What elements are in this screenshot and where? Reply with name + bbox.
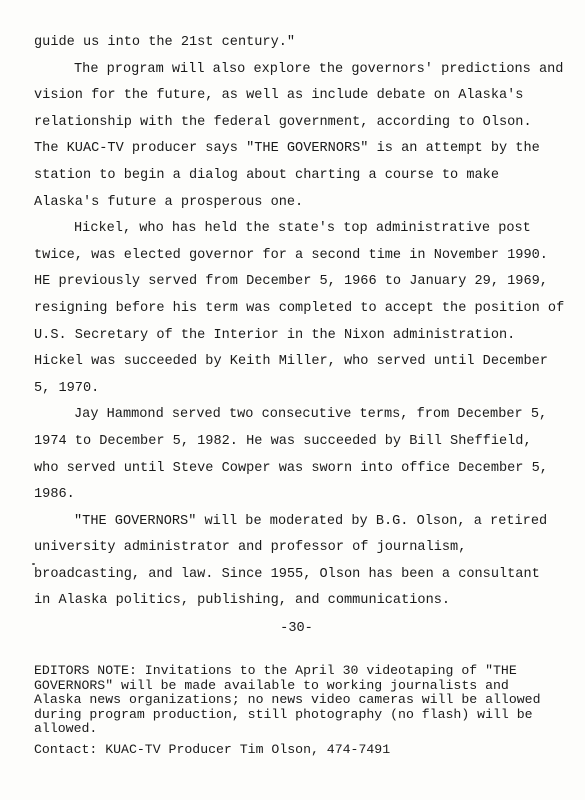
text-line: Jay Hammond served two consecutive terms, from December 5, — [74, 407, 548, 423]
ink-speck — [32, 563, 35, 565]
text-line: The KUAC-TV producer says "THE GOVERNORS" is an attempt by the — [34, 141, 540, 157]
text-line: "THE GOVERNORS" will be moderated by B.G. Olson, a retired — [74, 513, 548, 529]
text-line: vision for the future, as well as include debate on Alaska's — [34, 88, 524, 104]
text-line: 1986. — [34, 487, 75, 503]
text-line: university administrator and professor of journalism, — [34, 540, 467, 556]
text-line: U.S. Secretary of the Interior in the Nixon administration. — [34, 327, 516, 343]
text-line: in Alaska politics, publishing, and communications. — [34, 593, 451, 609]
paragraph-program-vision — [34, 57, 574, 217]
editors-note — [34, 664, 579, 737]
contact-line: Contact: KUAC-TV Producer Tim Olson, 474-7491 — [34, 742, 391, 757]
note-line: Alaska news organizations; no news video cameras will be allowed — [34, 692, 541, 708]
text-line: relationship with the federal government, according to Olson. — [34, 114, 532, 130]
text-line: HE previously served from December 5, 1966 to January 29, 1969, — [34, 274, 548, 290]
text-line: 5, 1970. — [34, 380, 100, 396]
note-line: GOVERNORS" will be made available to working journalists and — [34, 677, 509, 693]
paragraph-continuation — [34, 30, 574, 57]
note-line: allowed. — [34, 721, 98, 737]
text-line: Alaska's future a prosperous one. — [34, 194, 304, 210]
text-line: Hickel, who has held the state's top administrative post — [74, 221, 531, 237]
note-line: EDITORS NOTE: Invitations to the April 30 videotaping of "THE — [34, 663, 517, 678]
text-line: station to begin a dialog about charting a course to make — [34, 167, 499, 183]
text-line: guide us into the 21st century." — [34, 35, 296, 50]
text-line: Hickel was succeeded by Keith Miller, who served until December — [34, 354, 548, 370]
text-line: The program will also explore the governors' predictions and — [74, 61, 564, 77]
paragraph-moderator — [34, 509, 574, 615]
text-line: who served until Steve Cowper was sworn into office December 5, — [34, 460, 548, 476]
press-release-body — [34, 30, 574, 615]
end-marker — [0, 621, 585, 636]
text-line: twice, was elected governor for a second time in November 1990. — [34, 247, 548, 263]
paragraph-hickel — [34, 216, 574, 402]
end-marker-text: -30- — [280, 621, 313, 636]
text-line: resigning before his term was completed to accept the position of — [34, 300, 565, 316]
note-line: during program production, still photography (no flash) will be — [34, 706, 533, 722]
paragraph-hammond — [34, 402, 574, 508]
text-line: 1974 to December 5, 1982. He was succeeded by Bill Sheffield, — [34, 433, 532, 449]
text-line: broadcasting, and law. Since 1955, Olson has been a consultant — [34, 566, 540, 582]
